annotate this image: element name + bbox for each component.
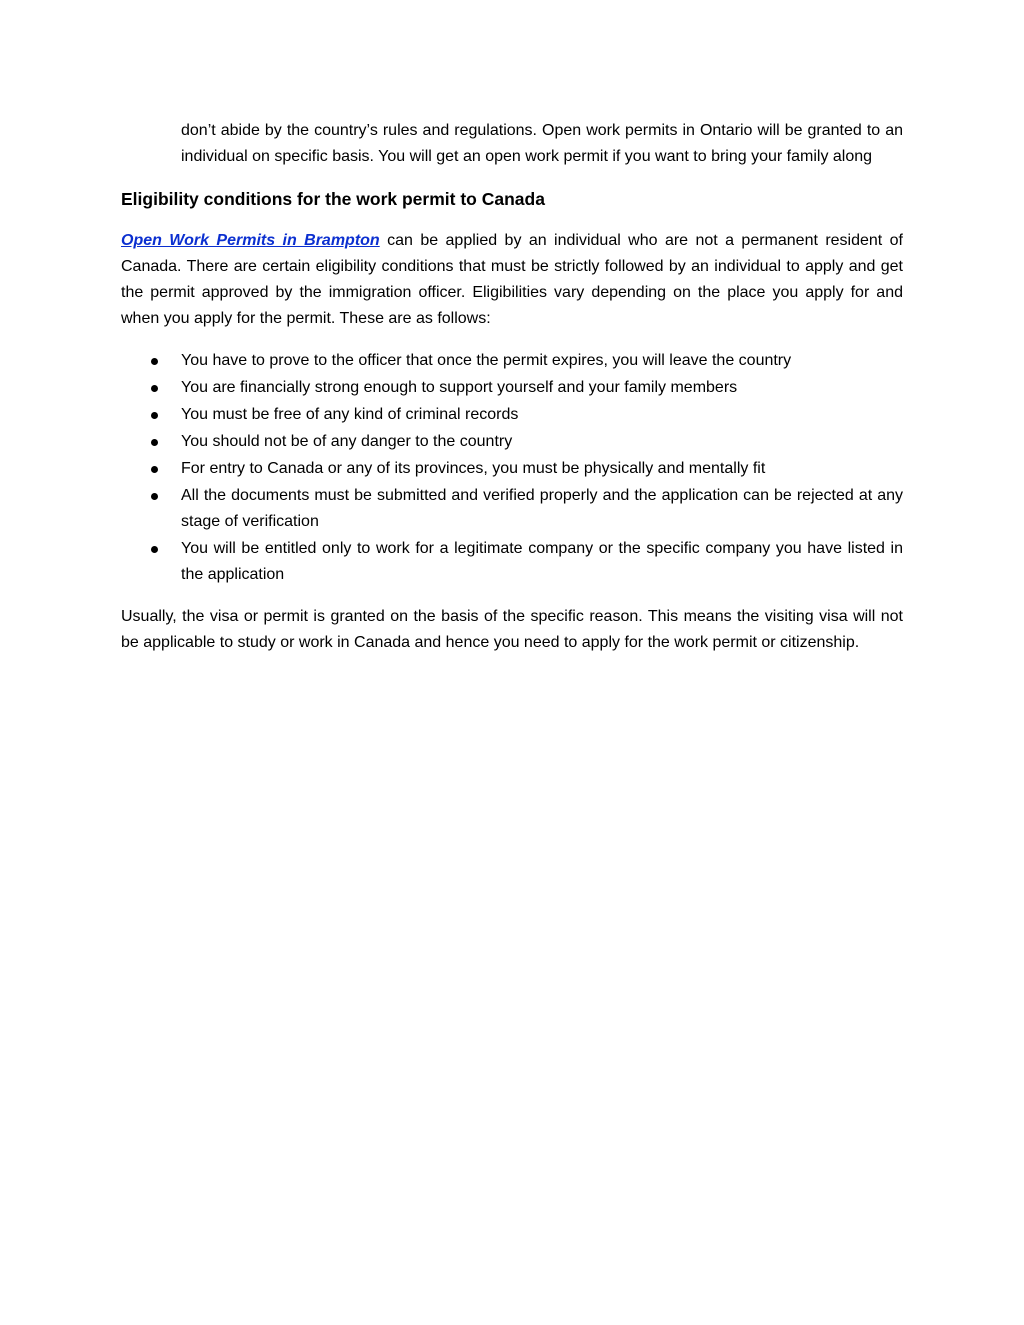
list-item-text: You will be entitled only to work for a legitimate company or the specific company you have listed in the application bbox=[181, 540, 903, 583]
bullet-icon bbox=[151, 493, 158, 500]
bullet-icon bbox=[151, 412, 158, 419]
closing-paragraph: Usually, the visa or permit is granted on the basis of the specific reason. This means the visiting visa will not be applicable to study or work in Canada and hence you need to apply for the work permit or citizenship. bbox=[121, 608, 903, 651]
list-item-text: For entry to Canada or any of its provinces, you must be physically and mentally fit bbox=[181, 460, 766, 477]
bullet-icon bbox=[151, 385, 158, 392]
document-body bbox=[121, 118, 903, 672]
eligibility-list bbox=[121, 348, 903, 588]
bullet-icon bbox=[151, 546, 158, 553]
list-item bbox=[121, 456, 903, 482]
open-work-permits-link[interactable]: Open Work Permits in Brampton bbox=[121, 232, 380, 249]
bullet-icon bbox=[151, 358, 158, 365]
intro-paragraph-text: can be applied by an individual who are not a permanent resident of Canada. There are certain eligibility conditions that must be strictly followed by an individual to apply and get the permit approved by the immigration officer. Eligibilities vary depending on the place you apply for and when you apply for the permit. These are as follows: bbox=[121, 232, 904, 327]
list-item-text: You must be free of any kind of criminal records bbox=[181, 406, 519, 423]
list-item-text: You have to prove to the officer that once the permit expires, you will leave the country bbox=[181, 352, 792, 369]
list-item-text: You should not be of any danger to the country bbox=[181, 433, 513, 450]
list-item bbox=[121, 483, 903, 535]
list-item bbox=[121, 348, 903, 374]
list-item bbox=[121, 536, 903, 588]
list-item bbox=[121, 429, 903, 455]
bullet-icon bbox=[151, 439, 158, 446]
continued-paragraph: don’t abide by the country’s rules and regulations. Open work permits in Ontario will be granted to an individual on specific basis. You will get an open work permit if you want to bring your family along bbox=[181, 122, 903, 165]
intro-paragraph bbox=[121, 228, 903, 332]
list-item bbox=[121, 375, 903, 401]
bullet-icon bbox=[151, 466, 158, 473]
section-heading: Eligibility conditions for the work permit to Canada bbox=[121, 189, 545, 209]
list-item-text: All the documents must be submitted and verified properly and the application can be rejected at any stage of verification bbox=[181, 487, 903, 530]
list-item bbox=[121, 402, 903, 428]
list-item-text: You are financially strong enough to support yourself and your family members bbox=[181, 379, 738, 396]
